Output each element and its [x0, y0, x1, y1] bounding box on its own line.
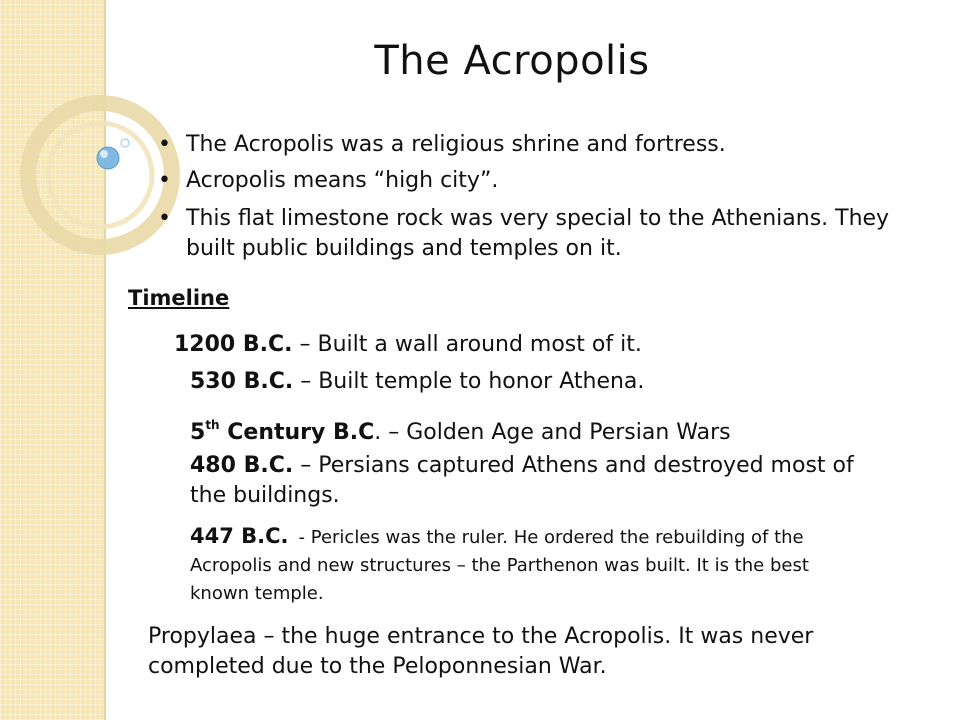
timeline-date: 480 B.C. — [190, 453, 294, 478]
timeline-text: – Built temple to honor Athena. — [293, 369, 645, 394]
timeline-text: . – Golden Age and Persian Wars — [374, 420, 731, 445]
timeline-entry — [190, 451, 870, 511]
propylaea-note: Propylaea – the huge entrance to the Acropolis. It was never completed due to the Peloponnesian War. — [148, 624, 814, 679]
bullet-dot: • — [158, 206, 171, 231]
bubble-highlight — [100, 150, 108, 158]
century-number: 5 — [190, 420, 206, 445]
timeline-entry — [190, 522, 830, 608]
inner-ring — [48, 123, 152, 227]
bullet-item — [158, 130, 918, 160]
timeline-text: - Pericles was the ruler. He ordered the rebuilding of the Acropolis and new structures – the Parthenon was built. It is the best known temple. — [190, 527, 809, 604]
century-label: Century B.C — [219, 420, 375, 445]
bullet-dot: • — [158, 168, 171, 193]
bullet-item — [158, 166, 918, 196]
bullet-dot: • — [158, 132, 171, 157]
timeline-entry — [190, 367, 644, 397]
bullet-item — [158, 204, 918, 264]
timeline-text: – Built a wall around most of it. — [292, 332, 642, 357]
timeline-date — [190, 420, 374, 445]
timeline-entry — [190, 410, 731, 448]
timeline-entry — [174, 330, 642, 360]
bullet-text: The Acropolis was a religious shrine and fortress. — [186, 132, 726, 157]
timeline-heading: Timeline — [128, 286, 230, 310]
ordinal-suffix: th — [205, 418, 220, 432]
bullet-text: This flat limestone rock was very special to the Athenians. They built public buildings and temples on it. — [186, 206, 890, 261]
bullet-list — [158, 130, 918, 264]
timeline-date: 1200 B.C. — [174, 332, 293, 357]
timeline-date: 447 B.C. — [190, 524, 289, 548]
small-bubble — [121, 139, 129, 147]
timeline-date: 530 B.C. — [190, 369, 294, 394]
slide-title: The Acropolis — [374, 38, 650, 84]
timeline-text: – Persians captured Athens and destroyed most of the buildings. — [190, 453, 854, 508]
bullet-text: Acropolis means “high city”. — [186, 168, 499, 193]
blue-bubble — [97, 147, 119, 169]
